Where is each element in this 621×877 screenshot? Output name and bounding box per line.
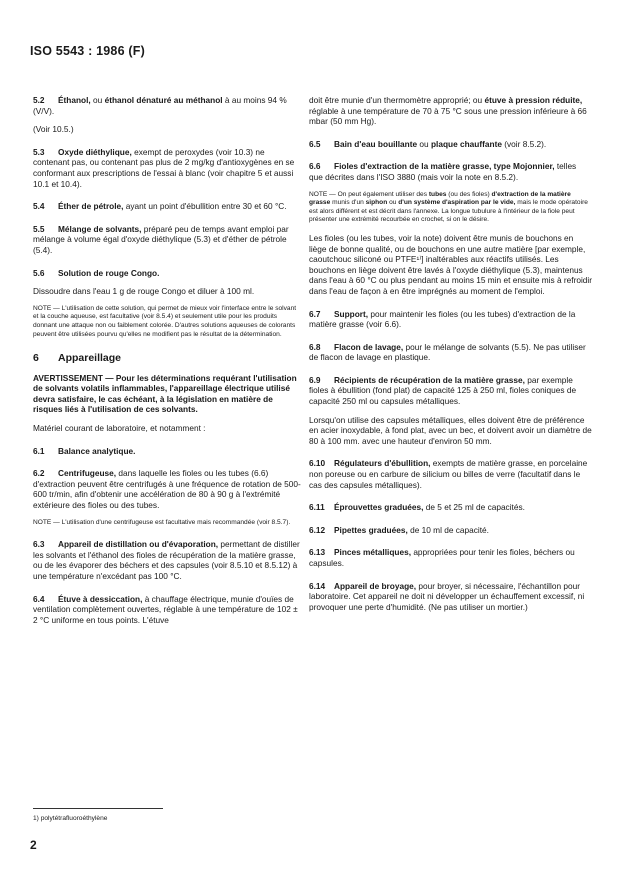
clause-title: Bain d'eau bouillante <box>334 138 418 149</box>
clause-5-6 <box>33 268 301 340</box>
clause-number: 6.10 <box>309 458 326 469</box>
clause-title: Éther de pétrole, <box>58 201 124 212</box>
section-heading-6 <box>33 353 301 364</box>
clause-text: par exemple fioles à ébullition (fond plat) de capacité 125 à 250 ml, fioles coniques de capacité 250 ml ou capsules métalliques. <box>309 374 577 407</box>
clause-text: Dissoudre dans l'eau 1 g de rouge Congo et diluer à 100 ml. <box>33 286 255 297</box>
clause-number: 6.8 <box>309 341 321 352</box>
clause-title: éthanol dénaturé au méthanol <box>104 95 223 105</box>
clause-number: 6.13 <box>309 547 326 558</box>
clause-6-9 <box>309 375 592 447</box>
clause-reference: (Voir 10.5.) <box>33 124 74 135</box>
clause-text: exempts de matière grasse, en porcelaine non poreuse ou en carbure de silicium ou billes de verre (facultatif dans le cas des capsules métalliques). <box>309 458 588 490</box>
clause-title: Centrifugeuse, <box>58 468 117 479</box>
note-emphasis: tubes <box>428 190 447 198</box>
clause-title: Support, <box>334 308 369 319</box>
clause-note: NOTE — L'utilisation d'une centrifugeuse est facultative mais recommandée (voir 8.5.7). <box>33 518 291 526</box>
section-title: Appareillage <box>58 352 122 365</box>
clause-title: Récipients de récupération de la matière grasse, <box>334 374 525 385</box>
clause-text: ayant un point d'ébullition entre 30 et 60 °C. <box>123 201 287 212</box>
clause-number: 6.3 <box>33 539 45 550</box>
clause-6-14 <box>309 581 592 613</box>
clause-text: à au moins 94 % (V/V). <box>33 95 287 116</box>
clause-text: pour le mélange de solvants (5.5). Ne pas utiliser de flacon de lavage en plastique. <box>309 341 586 363</box>
clause-6-1 <box>33 446 301 457</box>
clause-number: 6.4 <box>33 593 45 604</box>
clause-5-5 <box>33 224 301 256</box>
clause-text: préparé peu de temps avant emploi par mélange à volume égal d'oxyde diéthylique (5.3) et d'éther de pétrole (5.4). <box>33 223 289 255</box>
clause-paragraph: Lorsqu'on utilise des capsules métalliques, elles doivent être de préférence en acier inoxydable, à fond plat, avec un bec, et doivent avoir un diamètre de 80 à 100 mm. avec une hauteur d'environ 50 mm. <box>309 414 592 446</box>
clause-text: de 5 et 25 ml de capacités. <box>423 502 525 513</box>
clause-note <box>309 191 592 225</box>
clause-5-4 <box>33 201 301 212</box>
clause-number: 6.14 <box>309 580 326 591</box>
clause-6-5 <box>309 139 592 150</box>
clause-title: Éprouvettes graduées, <box>334 502 424 513</box>
note-text: mais le mode opératoire est alors différent et est décrit dans l'annexe. La longue tubulure à l'intérieur de la fiole peut présenter une extrémité recourbée en crochet, si on le désire. <box>309 199 588 224</box>
clause-6-3 <box>33 539 301 581</box>
clause-6-13 <box>309 547 592 568</box>
clause-number: 5.5 <box>33 223 45 234</box>
clause-number: 6.5 <box>309 138 321 149</box>
clause-text: à chauffage électrique, munie d'ouïes de ventilation complètement ouvertes, réglable à une température de 102 ± 2 °C uniforme en tous points. L'étuve <box>33 593 298 625</box>
clause-note: NOTE — L'utilisation de cette solution, qui permet de mieux voir l'interface entre le solvant et la couche aqueuse, est facultative (voir 8.5.4) et seulement utile pour les produits donnant une attaque non ou faiblement colorée. D'autres solutions aqueuses de colorants peuvent être utilisées pourvu qu'elles ne modifient pas le résultat de la détermination. <box>33 304 297 338</box>
warning-text: AVERTISSEMENT — Pour les déterminations requérant l'utilisation de solvants volatils inflammables, l'appareillage électrique utilisé devra satisfaire, le cas échéant, à la législation en matière de risques liés à l'utilisation de ces solvants. <box>33 372 297 415</box>
clause-text: réglable à une température de 70 à 75 °C sous une pression inférieure à 66 mbar (50 mm Hg). <box>309 105 587 127</box>
clause-6-12 <box>309 525 592 536</box>
clause-6-4 <box>33 594 301 626</box>
clause-title: Éthanol, <box>58 95 91 105</box>
clause-text: permettant de distiller les solvants et l'éthanol des fioles de récupération de la matière grasse, ou de les évaporer des béchers et des capsules (voir 8.5.10 et 8.5.12) à une température n'excédant pas 100 °C. <box>33 539 300 581</box>
clause-text: appropriées pour tenir les fioles, béchers ou capsules. <box>309 547 575 568</box>
note-text: ou <box>387 199 399 207</box>
footnote-divider <box>33 808 163 809</box>
note-text: NOTE — On peut également utiliser des <box>309 190 429 198</box>
right-column <box>309 95 592 624</box>
clause-text: dans laquelle les fioles ou les tubes (6.6) d'extraction peuvent être centrifugés à une fréquence de rotation de 500-600 tr/min, afin d'obtenir une accélération de 80 à 90 g à l'extrémité extérieure des fioles ou des tubes. <box>33 468 301 511</box>
clause-title: Balance analytique. <box>58 445 136 456</box>
clause-number: 6.6 <box>309 161 321 172</box>
clause-title: Pinces métalliques, <box>334 547 412 558</box>
clause-6-11 <box>309 502 592 513</box>
clause-number: 5.2 <box>33 95 45 105</box>
note-text: munis d'un <box>330 199 366 207</box>
warning-block <box>33 373 301 434</box>
clause-text: de 10 ml de capacité. <box>407 524 489 535</box>
clause-title: Fioles d'extraction de la matière grasse, type Mojonnier, <box>334 161 555 172</box>
clause-title: plaque chauffante <box>430 138 502 149</box>
clause-text: doit être munie d'un thermomètre approprié; ou <box>309 95 485 105</box>
clause-6-2 <box>33 468 301 527</box>
left-column <box>33 95 301 637</box>
clause-text: (voir 8.5.2). <box>501 138 547 149</box>
note-emphasis: d'un système d'aspiration par le vide, <box>398 199 516 207</box>
clause-5-3 <box>33 147 301 189</box>
clause-6-4-continued <box>309 95 592 127</box>
clause-number: 6.2 <box>33 468 45 479</box>
clause-title: Oxyde diéthylique, <box>58 146 132 157</box>
note-text: (ou des fioles) <box>446 190 492 198</box>
clause-text: exempt de peroxydes (voir 10.3) ne contenant pas, ou contenant pas plus de 2 mg/kg d'antioxygènes en se conformant aux prescriptions de l'essai à blanc (voir chapitre 5 et aussi 10.1 et 10.4). <box>33 146 295 189</box>
clause-number: 5.4 <box>33 201 45 212</box>
clause-number: 5.3 <box>33 146 45 157</box>
clause-number: 6.7 <box>309 308 321 319</box>
clause-number: 5.6 <box>33 267 45 278</box>
clause-title: Flacon de lavage, <box>334 341 404 352</box>
clause-text: telles que décrites dans l'ISO 3880 (mais voir la note en 8.5.2). <box>309 161 577 182</box>
clause-title: Étuve à dessiccation, <box>58 593 143 604</box>
clause-title: étuve à pression réduite, <box>484 95 583 105</box>
footnote: 1) polytétrafluoroéthylène <box>33 815 108 822</box>
clause-paragraph: Les fioles (ou les tubes, voir la note) doivent être munis de bouchons en liège de bonne qualité, ou de bouchons en une autre matière [par exemple, caoutchouc siliconé ou PTFE¹⁾] inaltérables aux réactifs utilisés. Les bouchons en liège doivent être lavés à l'oxyde diéthylique (5.3), maintenus dans l'eau à 60 °C ou plus pendant au moins 15 min et ensuite mis à refroidir dans l'eau de façon à en être imprégnés au moment de l'emploi. <box>309 232 593 296</box>
clause-text: pour broyer, si nécessaire, l'échantillon pour laboratoire. Cet appareil ne doit ni développer un échauffement excessif, ni provoquer une perte d'humidité. (Ne pas utiliser un mortier.) <box>309 580 585 612</box>
clause-title: Mélange de solvants, <box>58 223 142 234</box>
section-number: 6 <box>33 352 39 365</box>
note-emphasis: d'extraction de la matière grasse <box>309 190 571 207</box>
clause-title: Solution de rouge Congo. <box>58 267 160 278</box>
clause-title: Pipettes graduées, <box>334 524 408 535</box>
clause-number: 6.11 <box>309 502 325 513</box>
clause-number: 6.9 <box>309 374 321 385</box>
note-emphasis: siphon <box>365 199 388 207</box>
clause-number: 6.1 <box>33 445 45 456</box>
clause-title: Appareil de broyage, <box>334 580 417 591</box>
clause-6-10 <box>309 458 592 490</box>
section-intro: Matériel courant de laboratoire, et notamment : <box>33 423 206 434</box>
clause-title: Appareil de distillation ou d'évaporation, <box>58 539 219 550</box>
clause-6-7 <box>309 309 592 330</box>
page-number: 2 <box>30 838 37 852</box>
clause-number: 6.12 <box>309 524 326 535</box>
clause-title: Régulateurs d'ébullition, <box>334 458 431 469</box>
clause-text: pour maintenir les fioles (ou les tubes) d'extraction de la matière grasse (voir 6.6). <box>309 308 576 330</box>
clause-text: ou <box>90 95 105 105</box>
clause-text: ou <box>417 138 431 149</box>
clause-5-2 <box>33 95 301 135</box>
document-header: ISO 5543 : 1986 (F) <box>30 44 145 58</box>
clause-6-8 <box>309 342 592 363</box>
clause-6-6 <box>309 161 592 296</box>
